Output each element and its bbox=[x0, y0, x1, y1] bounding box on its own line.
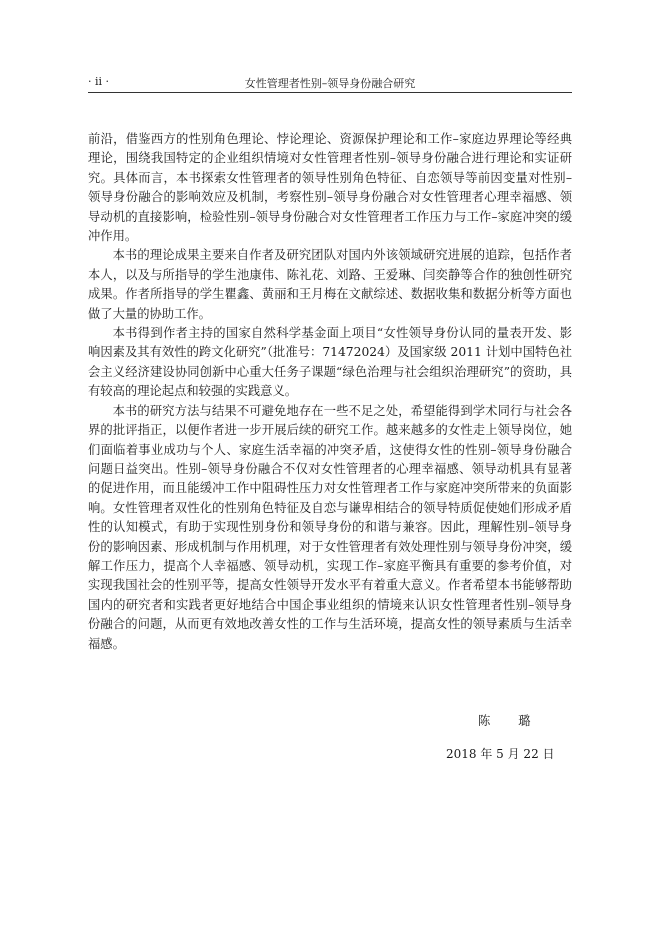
paragraph-research-team: 本书的理论成果主要来自作者及研究团队对国内外该领域研究进展的追踪，包括作者本人，以及与所指导的学生池康伟、陈礼花、刘路、王爱琳、闫奕静等合作的独创性研究成果。作者所指导的学生瞿鑫、黄丽和王月梅在文献综述、数据收集和数据分析等方面也做了大量的协助工作。 bbox=[88, 248, 572, 321]
running-title: 女性管理者性别–领导身份融合研究 bbox=[244, 77, 416, 90]
body-text bbox=[88, 130, 572, 654]
paragraph-conclusion: 本书的研究方法与结果不可避免地存在一些不足之处，希望能得到学术同行与社会各界的批评指正，以便作者进一步开展后续的研究工作。越来越多的女性走上领导岗位，她们面临着事业成功与个人、家庭生活幸福的冲突矛盾，这使得女性的性别–领导身份融合问题日益突出。性别–领导身份融合不仅对女性管理者的心理幸福感、领导动机具有显著的促进作用，而且能缓冲工作中阻碍性压力对女性管理者工作与家庭冲突所带来的负面影响。女性管理者双性化的性别角色特征及自恋与谦卑相结合的领导特质促使她们形成矛盾性的认知模式，有助于实现性别身份和领导身份的和谐与兼容。因此，理解性别–领导身份的影响因素、形成机制与作用机理，对于女性管理者有效处理性别与领导身份冲突，缓解工作压力，提高个人幸福感、领导动机，实现工作–家庭平衡具有重要的参考价值，对实现我国社会的性别平等，提高女性领导开发水平有着重大意义。作者希望本书能够帮助国内的研究者和实践者更好地结合中国企事业组织的情境来认识女性管理者性别–领导身份融合的问题，从而更有效地改善女性的工作与生活环境，提高女性的领导素质与生活幸福感。 bbox=[88, 403, 572, 651]
running-header bbox=[88, 73, 572, 91]
signature-date: 2018 年 5 月 22 日 bbox=[446, 747, 555, 761]
paragraph-continued: 前沿，借鉴西方的性别角色理论、悖论理论、资源保护理论和工作–家庭边界理论等经典理论，围绕我国特定的企业组织情境对女性管理者性别–领导身份融合进行理论和实证研究。具体而言，本书探索女性管理者的领导性别角色特征、自恋领导等前因变量对性别–领导身份融合的影响效应及机制，考察性别–领导身份融合对女性管理者心理幸福感、领导动机的直接影响，检验性别–领导身份融合对女性管理者工作压力与工作–家庭冲突的缓冲作用。 bbox=[88, 132, 572, 244]
paragraph-funding: 本书得到作者主持的国家自然科学基金面上项目“女性领导身份认同的量表开发、影响因素及其有效性的跨文化研究”（批准号：71472024）及国家级 2011 计划中国特色社会主义经济建设协同创新中心重大任务子课题“绿色治理与社会组织治理研究”的资助，具有较高的理论起点和较强的实践意义。 bbox=[88, 326, 572, 399]
page-number: · ii · bbox=[88, 75, 110, 88]
author-signature: 陈 璐 bbox=[478, 714, 543, 728]
header-rule bbox=[88, 92, 572, 93]
